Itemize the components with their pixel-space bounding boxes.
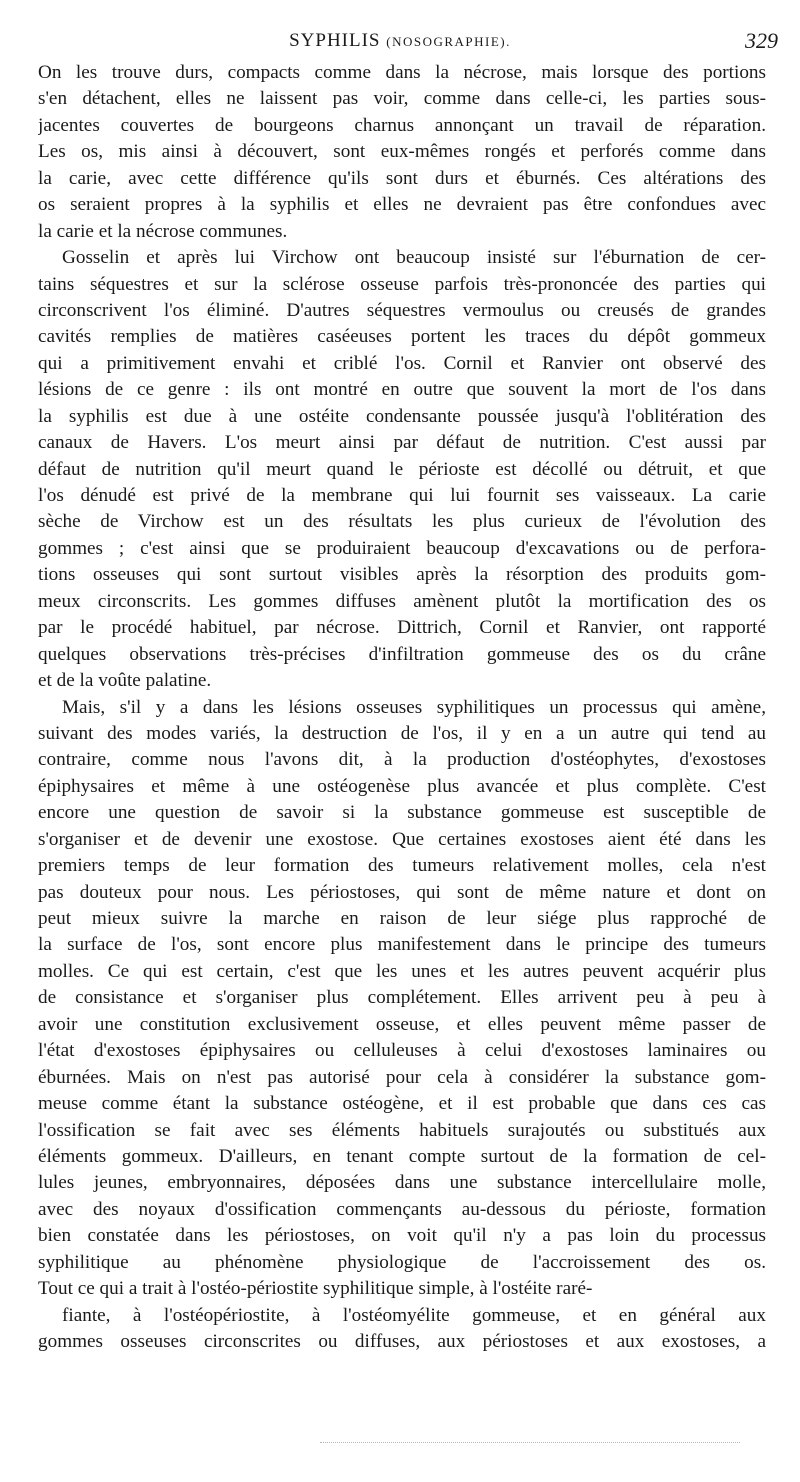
text-line: éburnées. Mais on n'est pas autorisé pour cela à considérer la substance gom- bbox=[38, 1066, 766, 1088]
page-number: 329 bbox=[745, 28, 778, 53]
text-line: tains séquestres et sur la sclérose osseuse parfois très-prononcée des parties qui bbox=[38, 273, 766, 295]
paragraph-first-line: Gosselin et après lui Virchow ont beaucoup insisté sur l'éburnation de cer- bbox=[62, 247, 766, 269]
text-line: bien constatée dans les périostoses, on voit qu'il n'y a pas loin du processus bbox=[38, 1225, 766, 1247]
text-line: quelques observations très-précises d'infiltration gommeuse des os du crâne bbox=[38, 643, 766, 665]
text-line: cavités remplies de matières caséeuses portent les traces du dépôt gommeux bbox=[38, 326, 766, 348]
text-line: s'organiser et de devenir une exostose. Que certaines exostoses aient été dans les bbox=[38, 828, 766, 850]
text-line: la surface de l'os, sont encore plus manifestement dans le principe des tumeurs bbox=[38, 934, 766, 956]
text-line: pas douteux pour nous. Les périostoses, qui sont de même nature et dont on bbox=[38, 881, 766, 903]
text-line: tions osseuses qui sont surtout visibles après la résorption des produits gom- bbox=[38, 564, 766, 586]
text-line: qui a primitivement envahi et criblé l'os. Cornil et Ranvier ont observé des bbox=[38, 352, 766, 374]
paragraph-first-line: fiante, à l'ostéopériostite, à l'ostéomyélite gommeuse, et en général aux bbox=[62, 1304, 766, 1326]
text-line: suivant des modes variés, la destruction de l'os, il y en a un autre qui tend au bbox=[38, 722, 766, 744]
text-line: l'os dénudé est privé de la membrane qui lui fournit ses vaisseaux. La carie bbox=[38, 485, 766, 506]
text-line: gommes ; c'est ainsi que se produiraient beaucoup d'excavations ou de perfora- bbox=[38, 537, 766, 559]
text-line: peut mieux suivre la marche en raison de leur siége plus rapproché de bbox=[38, 908, 766, 929]
text-line: par le procédé habituel, par nécrose. Dittrich, Cornil et Ranvier, ont rapporté bbox=[38, 617, 766, 639]
text-line: et de la voûte palatine. bbox=[38, 670, 212, 692]
text-line: Les os, mis ainsi à découvert, sont eux-mêmes rongés et perforés comme dans bbox=[38, 141, 766, 163]
running-title-main: SYPHILIS bbox=[289, 30, 381, 51]
text-line: meuse comme étant la substance ostéogène, et il est probable que dans ces cas bbox=[38, 1093, 766, 1115]
text-line: On les trouve durs, compacts comme dans la nécrose, mais lorsque des portions bbox=[38, 62, 766, 83]
text-line: molles. Ce qui est certain, c'est que les unes et les autres peuvent acquérir plus bbox=[38, 960, 766, 982]
running-head bbox=[0, 30, 800, 58]
body-text bbox=[38, 60, 766, 1382]
text-line: sèche de Virchow est un des résultats les plus curieux de l'évolution des bbox=[38, 511, 766, 533]
text-line: encore une question de savoir si la substance gommeuse est susceptible de bbox=[38, 802, 766, 824]
text-line: avoir une constitution exclusivement osseuse, et elles peuvent même passer de bbox=[38, 1013, 766, 1035]
text-line: l'ossification se fait avec ses éléments habituels surajoutés ou substitués aux bbox=[38, 1119, 766, 1141]
text-line: défaut de nutrition qu'il meurt quand le périoste est décollé ou détruit, et que bbox=[38, 458, 766, 480]
text-line: épiphysaires et même à une ostéogenèse plus avancée et plus complète. C'est bbox=[38, 775, 766, 797]
text-line: de consistance et s'organiser plus complétement. Elles arrivent peu à peu à bbox=[38, 987, 766, 1009]
text-line: meux circonscrits. Les gommes diffuses amènent plutôt la mortification des os bbox=[38, 590, 766, 612]
text-line: avec des noyaux d'ossification commençants au-dessous du périoste, formation bbox=[38, 1198, 766, 1220]
text-line: os seraient propres à la syphilis et elles ne devraient pas être confondues avec bbox=[38, 194, 766, 216]
text-line: jacentes couvertes de bourgeons charnus annonçant un travail de réparation. bbox=[38, 114, 766, 136]
text-line: s'en détachent, elles ne laissent pas voir, comme dans celle-ci, les parties sous- bbox=[38, 88, 766, 110]
text-line: la carie, avec cette différence qu'ils sont durs et éburnés. Ces altérations des bbox=[38, 167, 766, 189]
text-line: gommes osseuses circonscrites ou diffuses, aux périostoses et aux exostoses, a bbox=[38, 1331, 766, 1352]
text-line: la carie et la nécrose communes. bbox=[38, 220, 288, 242]
text-line: Tout ce qui a trait à l'ostéo-périostite syphilitique simple, à l'ostéite raré- bbox=[38, 1278, 593, 1300]
footer-rule bbox=[320, 1436, 740, 1443]
text-line: l'état d'exostoses épiphysaires ou celluleuses à celui d'exostoses laminaires ou bbox=[38, 1040, 766, 1062]
text-line: lules jeunes, embryonnaires, déposées dans une substance intercellulaire molle, bbox=[38, 1172, 766, 1194]
running-title-subtitle: (NOSOGRAPHIE). bbox=[386, 34, 511, 49]
text-line: éléments gommeux. D'ailleurs, en tenant compte surtout de la formation de cel- bbox=[38, 1145, 766, 1167]
text-line bbox=[38, 1355, 766, 1381]
text-line: la syphilis est due à une ostéite condensante poussée jusqu'à l'oblitération des bbox=[38, 405, 766, 427]
paragraph-first-line: Mais, s'il y a dans les lésions osseuses syphilitiques un processus qui amène, bbox=[62, 696, 766, 718]
text-line: lésions de ce genre : ils ont montré en outre que souvent la mort de l'os dans bbox=[38, 379, 766, 401]
running-title bbox=[0, 30, 800, 52]
text-line: circonscrivent l'os éliminé. D'autres séquestres vermoulus ou creusés de grandes bbox=[38, 299, 766, 321]
text-line: contraire, comme nous l'avons dit, à la production d'ostéophytes, d'exostoses bbox=[38, 749, 766, 771]
text-line: premiers temps de leur formation des tumeurs relativement molles, cela n'est bbox=[38, 855, 766, 877]
text-line: syphilitique au phénomène physiologique de l'accroissement des os. bbox=[38, 1251, 766, 1273]
text-line: canaux de Havers. L'os meurt ainsi par défaut de nutrition. C'est aussi par bbox=[38, 432, 766, 454]
